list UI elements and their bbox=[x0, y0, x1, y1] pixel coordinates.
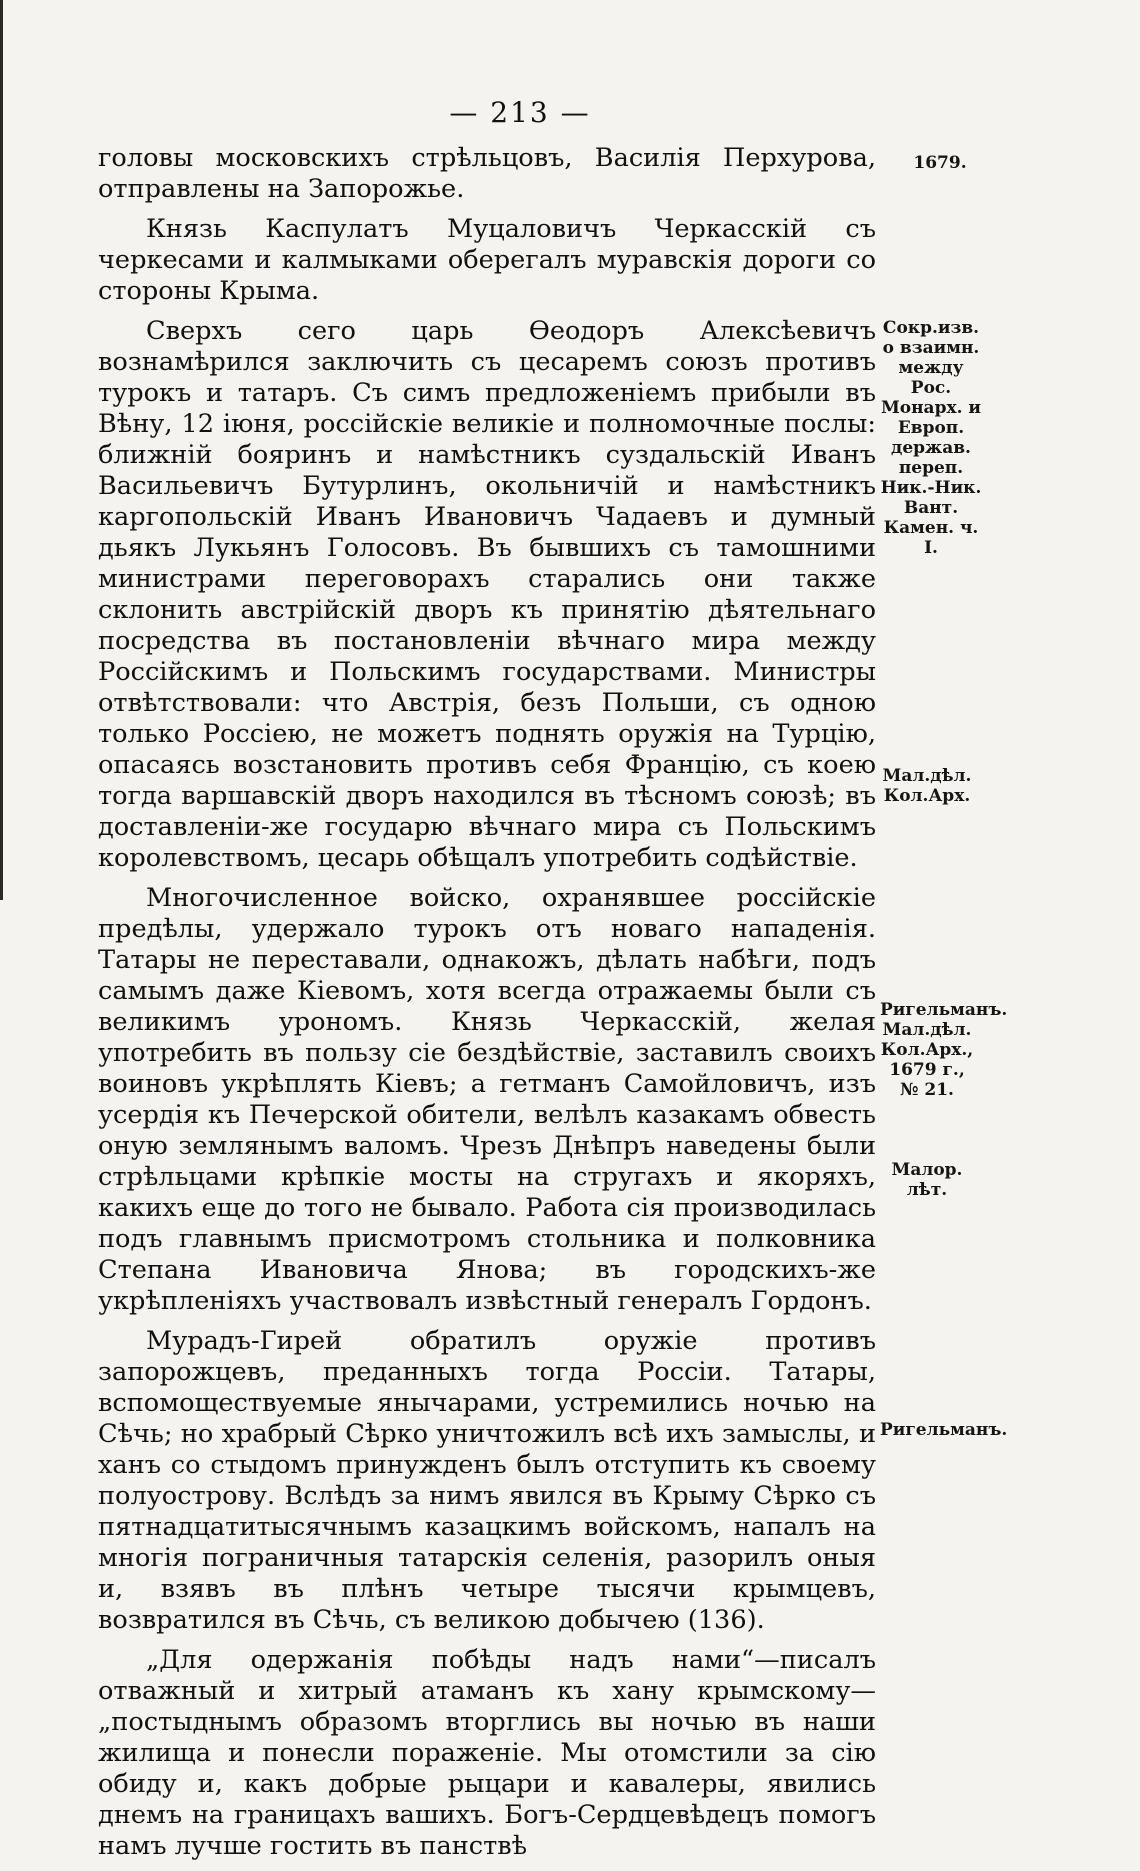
scan-edge bbox=[0, 0, 3, 900]
paragraph-6: „Для одержанія побѣды надъ нами“—писалъ отважный и хитрый атаманъ къ хану крымскому—„постыднымъ образомъ вторглись вы ночью въ наши жилища и понесли пораженіе. Мы отомстили за сію обиду и, какъ добрые рыцари и кавалеры, явились днемъ на границахъ вашихъ. Богъ-Сердцевѣдецъ помогъ намъ лучше гостить въ панствѣ bbox=[98, 1645, 876, 1861]
margin-note-sources-5: Ригельманъ. bbox=[880, 1420, 1008, 1440]
main-text-column bbox=[98, 143, 876, 1871]
paragraph-4: Многочисленное войско, охранявшее россійскіе предѣлы, удержало турокъ отъ новаго нападенія. Татары не переставали, однакожъ, дѣлать набѣги, подъ самымъ даже Кіевомъ, хотя всегда отражаемы были съ великимъ урономъ. Князь Черкасскій, желая употребить въ пользу сіе бездѣйствіе, заставилъ своихъ воиновъ укрѣплять Кіевъ; а гетманъ Самойловичъ, изъ усердія къ Печерской обители, велѣлъ казакамъ обвесть оную землянымъ валомъ. Чрезъ Днѣпръ наведены были стрѣльцами крѣпкіе мосты на стругахъ и якоряхъ, какихъ еще до того не бывало. Работа сія производилась подъ главнымъ присмотромъ стольника и полковника Степана Ивановича Янова; въ городскихъ-же укрѣпленіяхъ участвовалъ извѣстный генералъ Гордонъ. bbox=[98, 883, 876, 1316]
margin-note-sources-4: Малор. лѣт. bbox=[891, 1160, 963, 1200]
paragraph-2: Князь Каспулатъ Муцаловичъ Черкасскій съ черкесами и калмыками оберегалъ муравскія дороги со стороны Крыма. bbox=[98, 214, 876, 306]
paragraph-3: Сверхъ сего царь Ѳеодоръ Алексѣевичъ вознамѣрился заключить съ цесаремъ союзъ противъ турокъ и татаръ. Съ симъ предложеніемъ прибыли въ Вѣну, 12 іюня, россійскіе великіе и полномочные послы: ближній бояринъ и намѣстникъ суздальскій Иванъ Васильевичъ Бутурлинъ, окольничій и намѣстникъ каргопольскій Иванъ Ивановичъ Чадаевъ и думный дьякъ Лукьянъ Голосовъ. Въ бывшихъ съ тамошними министрами переговорахъ старались они также склонить австрійскій дворъ къ принятію дѣятельнаго посредства въ постановленіи вѣчнаго мира между Россійскимъ и Польскимъ государствами. Министры отвѣтствовали: что Австрія, безъ Польши, съ одною только Россіею, не можетъ поднять оружія на Турцію, опасаясь возстановить противъ себя Францію, съ коею тогда варшавскій дворъ находился въ тѣсномъ союзѣ; въ доставленіи-же государю вѣчнаго мира съ Польскимъ королевствомъ, цесарь обѣщалъ употребить содѣйствіе. bbox=[98, 316, 876, 873]
margin-note-sources-2: Мал.дѣл. Кол.Арх. bbox=[882, 766, 972, 806]
margin-note-sources-1: Сокр.изв. о взаимн. между Рос. Монарх. и Европ. держав. переп. Ник.-Ник. Вант. Камен. ч. I. bbox=[880, 318, 982, 558]
paragraph-5: Мурадъ-Гирей обратилъ оружіе противъ запорожцевъ, преданныхъ тогда Россіи. Татары, вспомоществуемые янычарами, устремились ночью на Сѣчь; но храбрый Сѣрко уничтожилъ всѣ ихъ замыслы, и ханъ со стыдомъ принужденъ былъ отступить къ своему полуострову. Вслѣдъ за нимъ явился въ Крыму Сѣрко съ пятнадцатитысячнымъ казацкимъ войскомъ, напалъ на многія пограничныя татарскія селенія, разорилъ оныя и, взявъ въ плѣнъ четыре тысячи крымцевъ, возвратился въ Сѣчь, съ великою добычею (136). bbox=[98, 1326, 876, 1635]
margin-note-sources-3: Ригельманъ. Мал.дѣл. Кол.Арх., 1679 г., № 21. bbox=[880, 1000, 1008, 1100]
paragraph-1: головы московскихъ стрѣльцовъ, Василія Перхурова, отправлены на Запорожье. bbox=[98, 143, 876, 204]
page-number: — 213 — bbox=[449, 96, 591, 129]
margin-note-year: 1679. bbox=[913, 153, 967, 173]
